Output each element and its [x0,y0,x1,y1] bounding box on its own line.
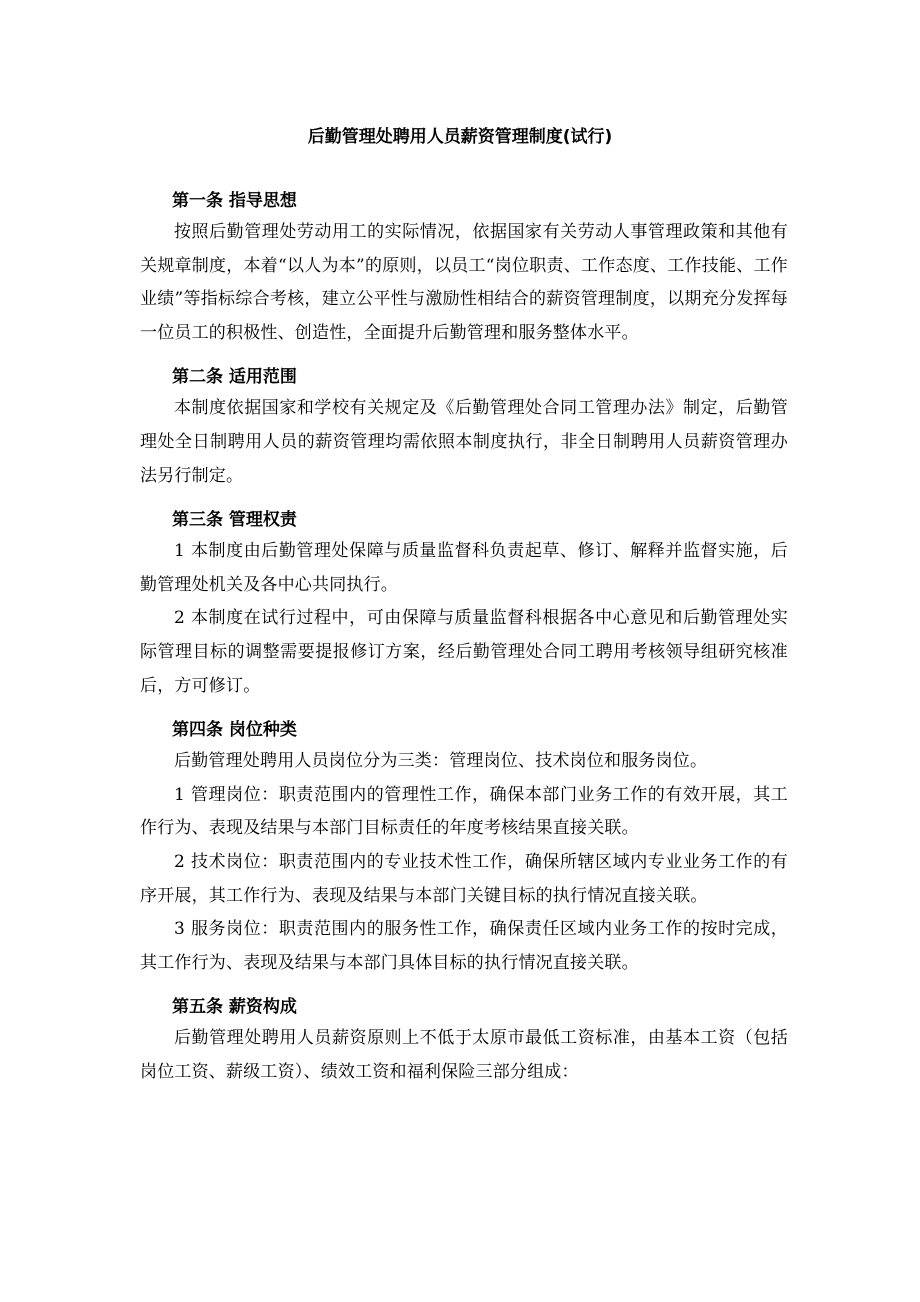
section-heading: 第五条 薪资构成 [172,997,297,1018]
document-title: 后勤管理处聘用人员薪资管理制度(试行) [307,127,613,147]
paragraph: 3 服务岗位：职责范围内的服务性工作，确保责任区域内业务工作的按时完成，其工作行为、表现及结果与本部门具体目标的执行情况直接关联。 [140,919,788,973]
section-5 [140,992,788,1089]
section-1 [140,186,788,350]
section-heading: 第四条 岗位种类 [172,720,297,741]
section-3 [140,505,788,703]
paragraph: 后勤管理处聘用人员岗位分为三类：管理岗位、技术岗位和服务岗位。 [174,751,708,772]
document-body [140,186,788,1101]
paragraph: 后勤管理处聘用人员薪资原则上不低于太原市最低工资标准，由基本工资（包括岗位工资、薪级工资）、绩效工资和福利保险三部分组成： [140,1028,788,1082]
paragraph: 1 本制度由后勤管理处保障与质量监督科负责起草、修订、解释并监督实施，后勤管理处机关及各中心共同执行。 [140,541,788,595]
paragraph: 2 技术岗位：职责范围内的专业技术性工作，确保所辖区域内专业业务工作的有序开展，其工作行为、表现及结果与本部门关键目标的执行情况直接关联。 [140,851,788,906]
paragraph: 本制度依据国家和学校有关规定及《后勤管理处合同工管理办法》制定，后勤管理处全日制聘用人员的薪资管理均需依照本制度执行，非全日制聘用人员薪资管理办法另行制定。 [140,398,788,486]
section-heading: 第一条 指导思想 [172,191,297,211]
section-heading: 第二条 适用范围 [172,367,297,388]
paragraph: 按照后勤管理处劳动用工的实际情况，依据国家有关劳动人事管理政策和其他有关规章制度，本着“以人为本”的原则，以员工“岗位职责、工作态度、工作技能、工作业绩”等指标综合考核，建立公平性与激励性相结合的薪资管理制度，以期充分发挥每一位员工的积极性、创造性，全面提升后勤管理和服务整体水平。 [140,222,788,343]
section-4 [140,715,788,980]
section-heading: 第三条 管理权责 [172,510,297,531]
paragraph: 1 管理岗位：职责范围内的管理性工作，确保本部门业务工作的有效开展，其工作行为、表现及结果与本部门目标责任的年度考核结果直接关联。 [140,784,788,839]
section-2 [140,362,788,493]
paragraph: 2 本制度在试行过程中，可由保障与质量监督科根据各中心意见和后勤管理处实际管理目标的调整需要提报修订方案，经后勤管理处合同工聘用考核领导组研究核准后，方可修订。 [140,608,788,696]
